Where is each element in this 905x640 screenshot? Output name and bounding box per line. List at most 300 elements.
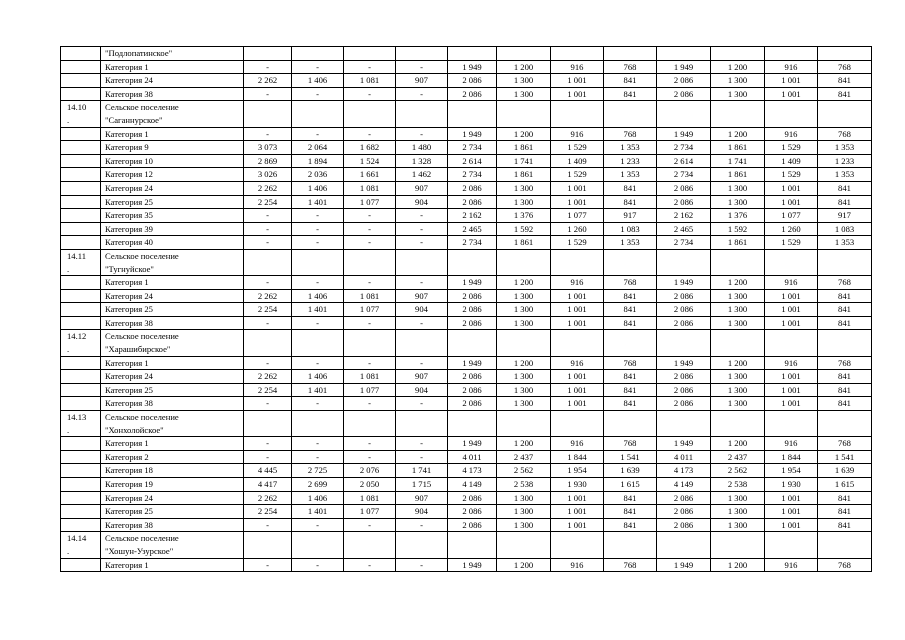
value-cell: 1 401 — [292, 505, 344, 519]
value-cell: - — [244, 236, 292, 250]
value-cell: 1 406 — [292, 74, 344, 88]
section-row — [61, 249, 872, 275]
value-cell: 1 300 — [497, 383, 551, 397]
row-index-cell — [61, 168, 101, 182]
value-cell: 1 001 — [765, 491, 818, 505]
value-cell: 1 529 — [551, 236, 604, 250]
empty-cell — [551, 249, 604, 275]
empty-cell — [244, 330, 292, 356]
value-cell: 1 930 — [551, 478, 604, 492]
section-row — [61, 411, 872, 437]
value-cell: 916 — [551, 558, 604, 572]
value-cell: 1 949 — [657, 276, 711, 290]
value-cell: 768 — [818, 276, 872, 290]
value-cell: - — [292, 316, 344, 330]
value-cell: - — [244, 87, 292, 101]
value-cell: 841 — [604, 518, 657, 532]
empty-cell — [818, 411, 872, 437]
table-row — [61, 464, 872, 478]
value-cell: 1 954 — [551, 464, 604, 478]
value-cell: 916 — [765, 558, 818, 572]
empty-cell — [657, 101, 711, 127]
row-index-cell — [61, 397, 101, 411]
table-row — [61, 141, 872, 155]
value-cell: - — [396, 209, 448, 223]
value-cell: 1 615 — [818, 478, 872, 492]
value-cell: 1 300 — [711, 316, 765, 330]
tariff-table — [60, 46, 872, 572]
category-label: Категория 38 — [101, 316, 244, 330]
value-cell: - — [244, 450, 292, 464]
value-cell: 1 001 — [551, 289, 604, 303]
empty-cell — [448, 249, 497, 275]
value-cell: - — [344, 518, 396, 532]
value-cell: 1 200 — [711, 437, 765, 451]
value-cell: 916 — [551, 356, 604, 370]
value-cell: 1 001 — [765, 505, 818, 519]
table-row — [61, 236, 872, 250]
value-cell: - — [344, 316, 396, 330]
value-cell: 2 086 — [448, 518, 497, 532]
value-cell: 2 262 — [244, 181, 292, 195]
value-cell: 2 562 — [711, 464, 765, 478]
value-cell: - — [396, 518, 448, 532]
value-cell: 841 — [604, 289, 657, 303]
value-cell: 1 260 — [765, 222, 818, 236]
value-cell: 904 — [396, 303, 448, 317]
value-cell: 841 — [818, 491, 872, 505]
value-cell: 4 149 — [657, 478, 711, 492]
value-cell: 904 — [396, 505, 448, 519]
empty-cell — [244, 101, 292, 127]
value-cell: 2 162 — [657, 209, 711, 223]
value-cell: 1 200 — [711, 127, 765, 141]
value-cell: 1 949 — [448, 356, 497, 370]
value-cell: 1 401 — [292, 383, 344, 397]
value-cell: 768 — [604, 437, 657, 451]
value-cell: 1 300 — [711, 289, 765, 303]
row-index-cell — [61, 491, 101, 505]
row-index-cell — [61, 236, 101, 250]
table-row — [61, 558, 872, 572]
value-cell: 768 — [818, 60, 872, 74]
value-cell: 2 614 — [657, 154, 711, 168]
empty-cell — [448, 330, 497, 356]
value-cell: 1 844 — [551, 450, 604, 464]
row-index-cell — [61, 141, 101, 155]
table-row — [61, 437, 872, 451]
value-cell: 2 869 — [244, 154, 292, 168]
value-cell: - — [244, 60, 292, 74]
value-cell: 1 409 — [765, 154, 818, 168]
value-cell: 2 734 — [657, 168, 711, 182]
value-cell: 1 200 — [497, 127, 551, 141]
value-cell — [292, 47, 344, 61]
value-cell: - — [344, 87, 396, 101]
table-row — [61, 397, 872, 411]
value-cell: 2 086 — [448, 74, 497, 88]
value-cell: 2 262 — [244, 289, 292, 303]
value-cell: 1 001 — [551, 397, 604, 411]
value-cell: 2 254 — [244, 505, 292, 519]
table-row — [61, 87, 872, 101]
empty-cell — [551, 330, 604, 356]
value-cell: 916 — [551, 437, 604, 451]
value-cell: - — [292, 87, 344, 101]
row-index-cell — [61, 478, 101, 492]
empty-cell — [244, 532, 292, 558]
value-cell: 1 001 — [765, 87, 818, 101]
row-index-cell — [61, 518, 101, 532]
value-cell: 2 734 — [657, 141, 711, 155]
empty-cell — [344, 411, 396, 437]
value-cell: - — [396, 316, 448, 330]
category-label: Категория 1 — [101, 60, 244, 74]
value-cell: 4 149 — [448, 478, 497, 492]
value-cell: 916 — [765, 356, 818, 370]
value-cell: 2 538 — [497, 478, 551, 492]
table-row — [61, 505, 872, 519]
empty-cell — [344, 330, 396, 356]
value-cell: 1 001 — [765, 383, 818, 397]
value-cell: 2 086 — [448, 370, 497, 384]
value-cell: 2 254 — [244, 303, 292, 317]
value-cell: 1 001 — [765, 195, 818, 209]
value-cell: 1 300 — [497, 289, 551, 303]
empty-cell — [244, 249, 292, 275]
settlement-name: "Тугнуйское" — [105, 263, 154, 274]
empty-cell — [657, 330, 711, 356]
value-cell: 916 — [551, 60, 604, 74]
value-cell: 2 465 — [448, 222, 497, 236]
empty-cell — [657, 411, 711, 437]
value-cell: - — [292, 356, 344, 370]
value-cell: 1 001 — [551, 195, 604, 209]
value-cell: 1 409 — [551, 154, 604, 168]
value-cell: 1 001 — [551, 370, 604, 384]
empty-cell — [604, 532, 657, 558]
empty-cell — [765, 249, 818, 275]
value-cell: - — [396, 60, 448, 74]
value-cell: 1 077 — [765, 209, 818, 223]
value-cell: 1 529 — [551, 168, 604, 182]
value-cell: 1 529 — [765, 236, 818, 250]
value-cell: 2 725 — [292, 464, 344, 478]
value-cell: 2 086 — [657, 383, 711, 397]
value-cell: 1 077 — [344, 505, 396, 519]
value-cell: 907 — [396, 181, 448, 195]
empty-cell — [396, 330, 448, 356]
value-cell: 1 300 — [711, 195, 765, 209]
value-cell: 1 894 — [292, 154, 344, 168]
value-cell: 1 949 — [448, 276, 497, 290]
section-number-dot: . — [67, 545, 70, 556]
value-cell: 2 538 — [711, 478, 765, 492]
value-cell: 1 300 — [497, 87, 551, 101]
value-cell: 2 086 — [657, 181, 711, 195]
value-cell: - — [244, 518, 292, 532]
value-cell: 1 406 — [292, 370, 344, 384]
empty-cell — [604, 330, 657, 356]
value-cell: 1 300 — [497, 74, 551, 88]
value-cell: 1 300 — [497, 316, 551, 330]
section-number-dot: . — [67, 114, 70, 125]
section-row — [61, 532, 872, 558]
empty-cell — [711, 532, 765, 558]
value-cell: 916 — [765, 60, 818, 74]
value-cell: - — [292, 209, 344, 223]
value-cell: 841 — [818, 518, 872, 532]
value-cell: 907 — [396, 289, 448, 303]
value-cell: 768 — [604, 60, 657, 74]
value-cell: - — [344, 127, 396, 141]
value-cell: 841 — [818, 195, 872, 209]
row-index-cell — [61, 532, 101, 558]
row-name-cell — [101, 532, 244, 558]
value-cell: 768 — [604, 127, 657, 141]
row-index-cell — [61, 195, 101, 209]
value-cell: 1 001 — [551, 518, 604, 532]
category-label: Категория 24 — [101, 289, 244, 303]
value-cell: 1 260 — [551, 222, 604, 236]
value-cell: 841 — [818, 397, 872, 411]
value-cell: 1 401 — [292, 303, 344, 317]
value-cell: 2 086 — [657, 370, 711, 384]
value-cell: 1 081 — [344, 74, 396, 88]
category-label: Категория 1 — [101, 127, 244, 141]
value-cell: 841 — [818, 87, 872, 101]
value-cell: 1 861 — [497, 236, 551, 250]
value-cell: 841 — [604, 316, 657, 330]
value-cell: 841 — [604, 87, 657, 101]
value-cell: 916 — [551, 127, 604, 141]
settlement-name-continued: "Подлопатинское" — [101, 47, 244, 61]
value-cell: 1 300 — [497, 505, 551, 519]
value-cell: 1 353 — [818, 141, 872, 155]
empty-cell — [551, 411, 604, 437]
value-cell: 2 734 — [448, 141, 497, 155]
table-row — [61, 276, 872, 290]
value-cell: 1 615 — [604, 478, 657, 492]
value-cell: 1 300 — [497, 491, 551, 505]
empty-cell — [396, 101, 448, 127]
category-label: Категория 1 — [101, 356, 244, 370]
empty-cell — [604, 249, 657, 275]
empty-cell — [818, 249, 872, 275]
value-cell: 841 — [604, 303, 657, 317]
section-row — [61, 330, 872, 356]
value-cell: 841 — [818, 289, 872, 303]
value-cell: - — [396, 558, 448, 572]
empty-cell — [292, 411, 344, 437]
category-label: Категория 25 — [101, 303, 244, 317]
category-label: Категория 38 — [101, 397, 244, 411]
empty-cell — [448, 101, 497, 127]
value-cell: - — [344, 60, 396, 74]
value-cell: 841 — [604, 195, 657, 209]
value-cell: - — [396, 236, 448, 250]
settlement-type: Сельское поселение — [105, 102, 179, 113]
empty-cell — [344, 249, 396, 275]
empty-cell — [396, 532, 448, 558]
value-cell: 917 — [604, 209, 657, 223]
value-cell: 1 861 — [497, 141, 551, 155]
table-row — [61, 74, 872, 88]
value-cell: 1 524 — [344, 154, 396, 168]
value-cell: 3 073 — [244, 141, 292, 155]
value-cell: 1 001 — [551, 491, 604, 505]
section-number: 14.14 — [67, 533, 87, 544]
row-index-cell — [61, 411, 101, 437]
row-index-cell — [61, 222, 101, 236]
table-row — [61, 383, 872, 397]
table-row — [61, 60, 872, 74]
value-cell: 1 300 — [711, 491, 765, 505]
value-cell: 1 639 — [818, 464, 872, 478]
value-cell: 2 254 — [244, 383, 292, 397]
value-cell: 3 026 — [244, 168, 292, 182]
value-cell: 1 949 — [657, 60, 711, 74]
value-cell: - — [292, 558, 344, 572]
value-cell: 841 — [818, 383, 872, 397]
value-cell: 2 086 — [657, 316, 711, 330]
value-cell: 1 861 — [711, 141, 765, 155]
category-label: Категория 25 — [101, 383, 244, 397]
value-cell: 2 262 — [244, 491, 292, 505]
value-cell: 841 — [604, 505, 657, 519]
value-cell: 1 353 — [604, 141, 657, 155]
empty-cell — [292, 101, 344, 127]
empty-cell — [604, 101, 657, 127]
empty-cell — [818, 101, 872, 127]
empty-cell — [657, 532, 711, 558]
category-label: Категория 18 — [101, 464, 244, 478]
value-cell: 768 — [604, 276, 657, 290]
value-cell: 768 — [604, 356, 657, 370]
value-cell: - — [244, 558, 292, 572]
value-cell: 841 — [604, 491, 657, 505]
empty-cell — [657, 249, 711, 275]
row-index-cell — [61, 356, 101, 370]
value-cell: - — [292, 222, 344, 236]
value-cell: 1 200 — [497, 356, 551, 370]
section-number: 14.12 — [67, 331, 87, 342]
row-index-cell — [61, 558, 101, 572]
value-cell: - — [244, 222, 292, 236]
value-cell: 4 011 — [657, 450, 711, 464]
settlement-type: Сельское поселение — [105, 250, 179, 261]
value-cell: 1 200 — [497, 558, 551, 572]
value-cell: 1 353 — [818, 236, 872, 250]
category-label: Категория 38 — [101, 87, 244, 101]
value-cell: 2 437 — [497, 450, 551, 464]
value-cell: 2 050 — [344, 478, 396, 492]
value-cell: 1 661 — [344, 168, 396, 182]
value-cell: 768 — [818, 356, 872, 370]
value-cell: 1 001 — [765, 370, 818, 384]
row-index-cell — [61, 154, 101, 168]
value-cell — [711, 47, 765, 61]
value-cell: 2 699 — [292, 478, 344, 492]
settlement-name: "Харашибирское" — [105, 344, 171, 355]
section-number: 14.13 — [67, 412, 87, 423]
value-cell: 1 715 — [396, 478, 448, 492]
value-cell: 2 465 — [657, 222, 711, 236]
value-cell: 2 086 — [448, 303, 497, 317]
value-cell: 1 001 — [765, 316, 818, 330]
value-cell: 1 077 — [344, 303, 396, 317]
value-cell: 2 437 — [711, 450, 765, 464]
section-number-dot: . — [67, 424, 70, 435]
value-cell: 1 001 — [551, 87, 604, 101]
value-cell: - — [244, 356, 292, 370]
row-index-cell — [61, 127, 101, 141]
category-label: Категория 25 — [101, 195, 244, 209]
empty-cell — [344, 532, 396, 558]
value-cell: 768 — [818, 558, 872, 572]
value-cell: - — [396, 87, 448, 101]
value-cell: 1 949 — [448, 127, 497, 141]
value-cell: 841 — [818, 370, 872, 384]
empty-cell — [818, 330, 872, 356]
value-cell: 2 086 — [657, 195, 711, 209]
value-cell: 917 — [818, 209, 872, 223]
value-cell: 1 081 — [344, 491, 396, 505]
category-label: Категория 2 — [101, 450, 244, 464]
value-cell: 1 861 — [711, 236, 765, 250]
value-cell: - — [292, 127, 344, 141]
value-cell — [818, 47, 872, 61]
value-cell — [765, 47, 818, 61]
value-cell: 1 300 — [711, 181, 765, 195]
value-cell — [344, 47, 396, 61]
empty-cell — [711, 101, 765, 127]
empty-cell — [292, 330, 344, 356]
value-cell: 1 233 — [818, 154, 872, 168]
row-index-cell — [61, 464, 101, 478]
value-cell: 2 086 — [657, 505, 711, 519]
value-cell: - — [344, 450, 396, 464]
value-cell: 1 300 — [711, 383, 765, 397]
value-cell: 4 173 — [448, 464, 497, 478]
value-cell: 1 300 — [497, 195, 551, 209]
empty-cell — [396, 411, 448, 437]
value-cell: 904 — [396, 383, 448, 397]
row-index-cell — [61, 289, 101, 303]
category-label: Категория 1 — [101, 437, 244, 451]
value-cell: - — [292, 60, 344, 74]
value-cell: 1 077 — [551, 209, 604, 223]
value-cell: 841 — [604, 383, 657, 397]
value-cell: 1 406 — [292, 491, 344, 505]
table-row — [61, 47, 872, 61]
value-cell: 1 462 — [396, 168, 448, 182]
value-cell: 1 353 — [604, 168, 657, 182]
category-label: Категория 10 — [101, 154, 244, 168]
value-cell: - — [292, 276, 344, 290]
empty-cell — [396, 249, 448, 275]
value-cell: 1 001 — [551, 181, 604, 195]
value-cell: 841 — [818, 74, 872, 88]
value-cell: 1 083 — [818, 222, 872, 236]
section-number: 14.11 — [67, 250, 87, 261]
table-row — [61, 195, 872, 209]
value-cell — [448, 47, 497, 61]
value-cell: 841 — [818, 316, 872, 330]
row-index-cell — [61, 505, 101, 519]
table-row — [61, 370, 872, 384]
value-cell: 907 — [396, 491, 448, 505]
